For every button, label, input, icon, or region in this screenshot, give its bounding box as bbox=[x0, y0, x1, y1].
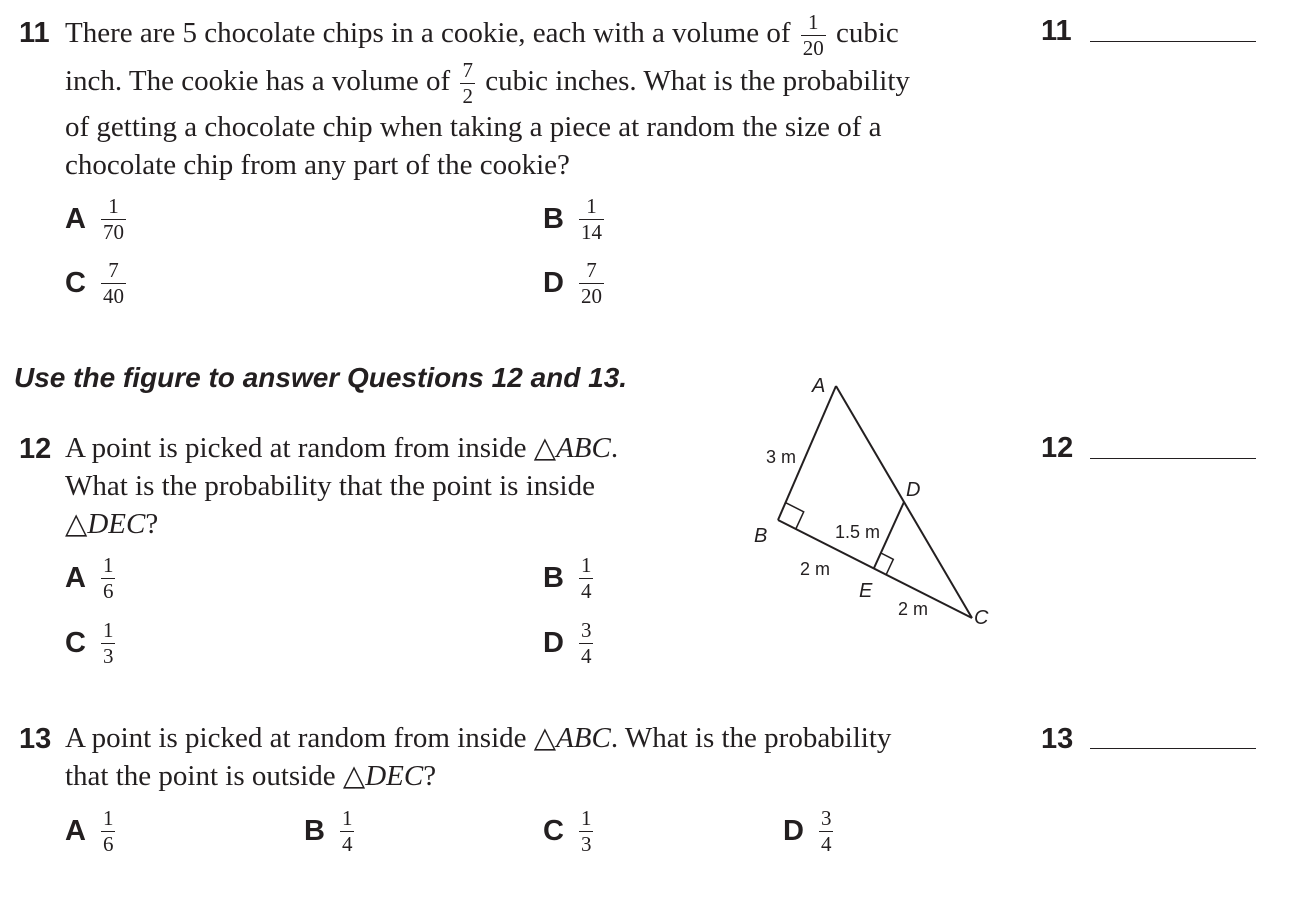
option-fraction bbox=[579, 808, 594, 855]
triangle-symbol: △ bbox=[533, 432, 557, 464]
question-text: inch. The cookie has a volume of bbox=[65, 65, 451, 98]
question-text: A point is picked at random from inside bbox=[65, 432, 534, 464]
right-angle-mark-e bbox=[881, 553, 893, 574]
directions: Use the figure to answer Questions 12 and 13. bbox=[14, 362, 628, 393]
question-13-line-2 bbox=[65, 757, 436, 795]
option-letter: D bbox=[543, 267, 564, 299]
option-b[interactable] bbox=[543, 555, 596, 602]
vertex-a-label: A bbox=[812, 375, 826, 397]
option-b[interactable] bbox=[304, 808, 357, 855]
option-letter: A bbox=[65, 815, 86, 847]
option-letter: A bbox=[65, 562, 86, 594]
numerator: 1 bbox=[580, 553, 592, 577]
option-c[interactable] bbox=[65, 620, 118, 667]
option-fraction bbox=[101, 260, 126, 307]
option-letter: C bbox=[65, 627, 86, 659]
numerator: 7 bbox=[462, 58, 473, 82]
question-number: 12 bbox=[19, 433, 52, 465]
length-ab-label: 3 m bbox=[766, 447, 797, 467]
option-a[interactable] bbox=[65, 555, 118, 602]
denominator: 70 bbox=[102, 220, 124, 244]
denominator: 20 bbox=[580, 284, 602, 308]
option-d[interactable] bbox=[543, 620, 596, 667]
answer-blank[interactable] bbox=[1090, 458, 1256, 459]
option-a[interactable] bbox=[65, 196, 129, 243]
option-fraction bbox=[101, 555, 116, 602]
question-text: cubic inches. What is the probability bbox=[485, 65, 910, 98]
numerator: 1 bbox=[341, 806, 353, 830]
answer-label: 12 bbox=[1041, 432, 1074, 464]
fraction bbox=[460, 60, 475, 107]
length-de-label: 1.5 m bbox=[835, 522, 881, 542]
option-letter: A bbox=[65, 203, 86, 235]
option-c[interactable] bbox=[65, 260, 129, 307]
vertex-e-label: E bbox=[859, 580, 873, 602]
vertex-d-label: D bbox=[906, 479, 921, 501]
triangle-symbol: △ bbox=[65, 508, 88, 540]
denominator: 4 bbox=[341, 832, 353, 856]
length-ec-label: 2 m bbox=[898, 599, 929, 619]
numerator: 1 bbox=[102, 618, 114, 642]
numerator: 1 bbox=[102, 553, 114, 577]
denominator: 4 bbox=[580, 644, 592, 668]
question-11-line-4: chocolate chip from any part of the cookie? bbox=[65, 149, 570, 181]
numerator: 1 bbox=[586, 194, 597, 218]
length-be-label: 2 m bbox=[800, 559, 831, 579]
option-fraction bbox=[101, 196, 126, 243]
numerator: 1 bbox=[808, 10, 819, 34]
triangle-name: ABC bbox=[556, 722, 611, 754]
question-text: cubic bbox=[836, 17, 899, 50]
option-fraction bbox=[579, 260, 604, 307]
question-text: ? bbox=[145, 508, 159, 540]
denominator: 6 bbox=[102, 832, 114, 856]
triangle-name: ABC bbox=[556, 432, 611, 464]
option-a[interactable] bbox=[65, 808, 118, 855]
option-fraction bbox=[340, 808, 355, 855]
question-number: 13 bbox=[19, 723, 52, 755]
question-12-line-1 bbox=[65, 429, 618, 467]
numerator: 7 bbox=[108, 258, 119, 282]
denominator: 3 bbox=[580, 832, 592, 856]
question-text: ? bbox=[423, 760, 437, 792]
option-letter: D bbox=[543, 627, 564, 659]
numerator: 1 bbox=[580, 806, 592, 830]
question-number: 11 bbox=[19, 17, 50, 49]
vertex-c-label: C bbox=[974, 607, 989, 629]
numerator: 3 bbox=[820, 806, 832, 830]
option-fraction bbox=[101, 620, 116, 667]
question-11-line-3: of getting a chocolate chip when taking a piece at random the size of a bbox=[65, 111, 882, 143]
option-letter: B bbox=[543, 562, 564, 594]
option-letter: D bbox=[783, 815, 804, 847]
denominator: 40 bbox=[102, 284, 124, 308]
question-12-line-3 bbox=[65, 505, 158, 543]
option-fraction bbox=[579, 555, 594, 602]
question-12-line-2: What is the probability that the point is inside bbox=[65, 470, 595, 502]
fraction bbox=[801, 12, 826, 59]
answer-blank[interactable] bbox=[1090, 748, 1256, 749]
denominator: 4 bbox=[820, 832, 832, 856]
question-text: that the point is outside bbox=[65, 760, 343, 792]
triangle-name: DEC bbox=[87, 508, 146, 540]
option-letter: C bbox=[65, 267, 86, 299]
numerator: 7 bbox=[586, 258, 597, 282]
option-fraction bbox=[579, 620, 594, 667]
triangle-figure bbox=[740, 370, 1010, 640]
question-11-line-2 bbox=[65, 60, 910, 107]
option-b[interactable] bbox=[543, 196, 607, 243]
vertex-b-label: B bbox=[754, 525, 768, 547]
numerator: 1 bbox=[102, 806, 114, 830]
option-letter: C bbox=[543, 815, 564, 847]
answer-label: 11 bbox=[1041, 15, 1072, 47]
triangle-symbol: △ bbox=[342, 760, 366, 792]
numerator: 3 bbox=[580, 618, 592, 642]
option-c[interactable] bbox=[543, 808, 596, 855]
option-d[interactable] bbox=[783, 808, 836, 855]
option-fraction bbox=[819, 808, 834, 855]
triangle-name: DEC bbox=[365, 760, 424, 792]
question-text: A point is picked at random from inside bbox=[65, 722, 534, 754]
question-text: . What is the probability bbox=[610, 722, 892, 754]
numerator: 1 bbox=[108, 194, 119, 218]
answer-label: 13 bbox=[1041, 723, 1074, 755]
option-d[interactable] bbox=[543, 260, 607, 307]
option-fraction bbox=[579, 196, 604, 243]
denominator: 2 bbox=[462, 84, 473, 108]
question-text: There are 5 chocolate chips in a cookie, each with a volume of bbox=[65, 17, 791, 50]
denominator: 4 bbox=[580, 579, 592, 603]
question-text: . bbox=[610, 432, 619, 464]
option-letter: B bbox=[304, 815, 325, 847]
answer-blank[interactable] bbox=[1090, 41, 1256, 42]
denominator: 3 bbox=[102, 644, 114, 668]
triangle-symbol: △ bbox=[533, 722, 557, 754]
option-fraction bbox=[101, 808, 116, 855]
denominator: 20 bbox=[802, 36, 824, 60]
question-13-line-1 bbox=[65, 719, 891, 757]
denominator: 6 bbox=[102, 579, 114, 603]
question-11-line-1 bbox=[65, 12, 899, 59]
denominator: 14 bbox=[580, 220, 602, 244]
option-letter: B bbox=[543, 203, 564, 235]
